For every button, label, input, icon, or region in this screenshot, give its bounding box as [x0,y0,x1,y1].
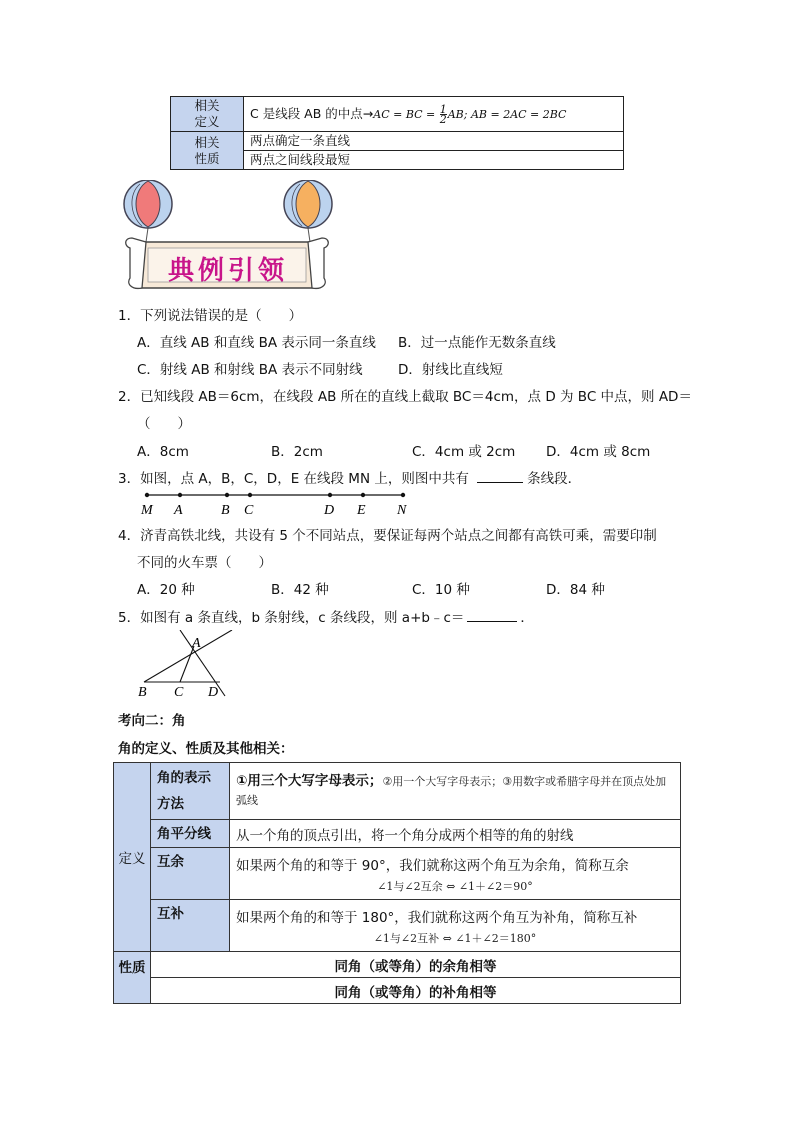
table-row [114,900,681,952]
angle-definition-table [113,762,681,1004]
angle-notation-text: ①用三个大写字母表示；②用一个大写字母表示；③用数字或希腊字母并在顶点处加弧线 [230,763,681,820]
table-row [171,132,624,151]
segment-point-label: A [174,503,183,517]
q3-stem: 3．如图，点 A，B，C，D，E 在线段 MN 上，则图中共有 条线段． [118,471,582,487]
angle-bisector-text: 从一个角的顶点引出，将一个角分成两个相等的角的射线 [230,820,681,848]
supplementary-formula: ∠1与∠2互补 ⇔ ∠1＋∠2＝180° [373,931,537,945]
row-header-property: 相关 性质 [171,132,244,170]
table-row [114,848,681,900]
q1-option-d: D．射线比直线短 [398,362,503,378]
q5-answer-blank[interactable] [467,621,517,622]
q5-lines-diagram [134,630,244,702]
segment-point [328,493,332,497]
q4-stem: 4．济青高铁北线，共设有 5 个不同站点，要保证每两个站点之间都有高铁可乘，需要印制 [118,528,657,544]
table-row [114,763,681,820]
segment-point-label: B [221,503,230,517]
q2-option-b: B．2cm [271,444,323,460]
property-supplement: 同角（或等角）的补角相等 [151,978,681,1004]
sub-angle-notation: 角的表示方法 [151,763,230,820]
q5-point-label: D [208,685,219,700]
q1-option-b: B．过一点能作无数条直线 [398,335,556,351]
q4-option-d: D．84 种 [546,582,605,598]
q2-stem-paren: （ ） [137,416,191,432]
definition-label: 定义 [114,763,151,952]
property-label: 性质 [114,952,151,1004]
segment-point [248,493,252,497]
segment-point-label: M [141,503,153,517]
q4-option-c: C．10 种 [412,582,470,598]
q5-stem: 5．如图有 a 条直线，b 条射线，c 条线段，则 a+b﹣c＝ ． [118,610,534,626]
q1-option-a: A．直线 AB 和直线 BA 表示同一条直线 [137,335,376,351]
property-complement: 同角（或等角）的余角相等 [151,952,681,978]
section-subheading: 角的定义、性质及其他相关： [118,741,294,757]
table-row [114,978,681,1004]
segment-point [361,493,365,497]
table-row [171,97,624,132]
segment-definition-table [170,96,624,170]
midpoint-definition: C 是线段 AB 的中点→AC = BC = $\frac{1}{2}$ AB; AB = 2AC = 2BC [244,97,624,132]
q2-option-c: C．4cm 或 2cm [412,444,516,460]
supplementary-cell: 如果两个角的和等于 180°，我们就称这两个角互为补角，简称互补 ∠1与∠2互补 ⇔ ∠1＋∠2＝180° [230,900,681,952]
table-row [114,820,681,848]
q1-stem: 1．下列说法错误的是（ ） [118,308,303,324]
q2-option-a: A．8cm [137,444,189,460]
q4-option-a: A．20 种 [137,582,195,598]
q1-option-c: C．射线 AB 和射线 BA 表示不同射线 [137,362,363,378]
segment-point [225,493,229,497]
row-header-definition: 相关 定义 [171,97,244,132]
segment-point-label: D [324,503,335,517]
banner-title: 典例引领 [167,256,288,286]
fraction-half: $\frac{1}{2}$ [439,102,447,126]
balloon-left-icon [124,180,172,242]
section-heading: 考向二：角 [118,713,186,729]
q5-point-label: C [174,685,184,700]
segment-point [178,493,182,497]
line-ad [180,630,225,696]
segment-point [145,493,149,497]
q4-option-b: B．42 种 [271,582,329,598]
sub-angle-bisector: 角平分线 [151,820,230,848]
segment-point [401,493,405,497]
q5-point-label: A [192,636,201,651]
table-row [114,952,681,978]
line-ad-ext [144,630,232,682]
property-line-2: 两点之间线段最短 [244,151,624,170]
q3-answer-blank[interactable] [477,482,523,483]
q2-option-d: D．4cm 或 8cm [546,444,651,460]
segment-point-label: C [244,503,254,517]
sub-complementary: 互余 [151,848,230,900]
segment-point-label: N [397,503,407,517]
q4-stem-cont: 不同的火车票（ ） [137,555,272,571]
complementary-cell: 如果两个角的和等于 90°，我们就称这两个角互为余角，简称互余 ∠1与∠2互余 ⇔ ∠1＋∠2＝90° [230,848,681,900]
q3-segment-diagram [138,487,408,517]
sub-supplementary: 互补 [151,900,230,952]
property-line-1: 两点确定一条直线 [244,132,624,151]
balloon-right-icon [284,180,332,242]
complementary-formula: ∠1与∠2互余 ⇔ ∠1＋∠2＝90° [377,879,533,893]
q2-stem: 2．已知线段 AB＝6cm，在线段 AB 所在的直线上截取 BC＝4cm，点 D 为 BC 中点，则 AD＝ [118,389,692,405]
segment-point-label: E [357,503,366,517]
line-ac [180,646,194,682]
q5-point-label: B [138,685,147,700]
